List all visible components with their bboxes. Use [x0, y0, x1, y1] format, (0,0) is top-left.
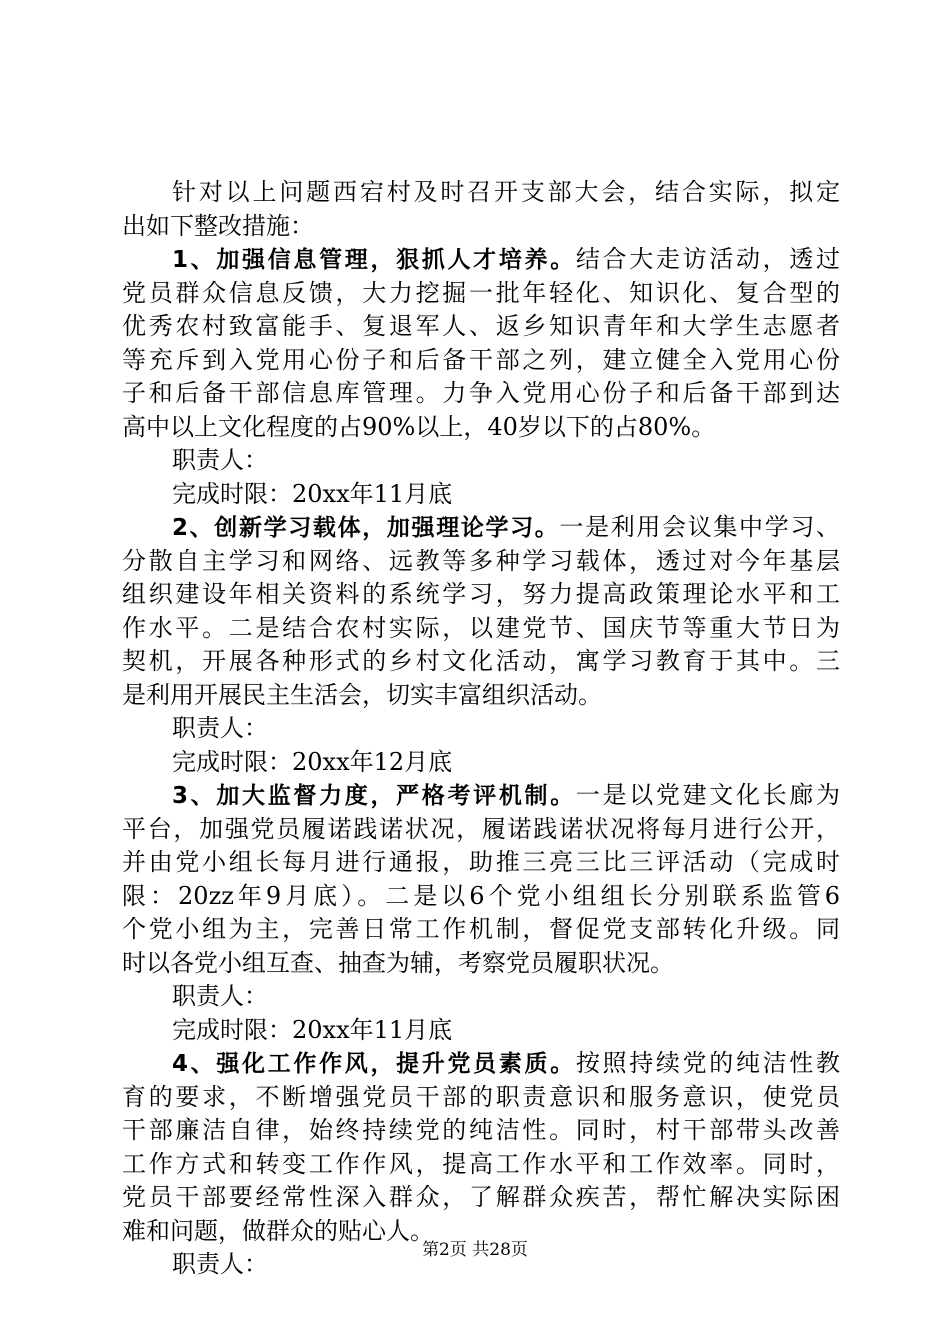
- section-1-first-line: [122, 243, 840, 277]
- section-3-deadline: 完成时限：20xx年11月底: [172, 1015, 453, 1044]
- section-3-responsible: 职责人：: [172, 982, 268, 1010]
- section-1-line: 等充斥到入党用心份子和后备干部之列，建立健全入党用心份: [122, 345, 840, 374]
- section-2-line: 组织建设年相关资料的系统学习，努力提高政策理论水平和工: [122, 580, 840, 608]
- document-body: [122, 176, 840, 1282]
- section-1-line: 优秀农村致富能手、复退军人、返乡知识青年和大学生志愿者: [122, 312, 840, 340]
- section-2-line: 分散自主学习和网络、远教等多种学习载体，透过对今年基层: [122, 546, 840, 575]
- section-2-line: 是利用开展民主生活会，切实丰富组织活动。: [122, 680, 602, 709]
- section-3-line: 限：20zz年9月底）。二是以6个党小组组长分别联系监管6: [122, 881, 840, 910]
- page-footer: 第2页 共28页: [422, 1240, 528, 1260]
- section-1-responsible: 职责人：: [172, 446, 268, 474]
- section-4-heading: 4、强化工作作风，提升党员素质。: [172, 1051, 576, 1077]
- section-1-line: 高中以上文化程度的占90%以上，40岁以下的占80%。: [122, 412, 716, 441]
- section-3-line: 并由党小组长每月进行通报，助推三亮三比三评活动（完成时: [122, 848, 840, 876]
- section-1-line: 子和后备干部信息库管理。力争入党用心份子和后备干部到达: [122, 379, 840, 407]
- section-4-line: 党员干部要经常性深入群众，了解群众疾苦，帮忙解决实际困: [122, 1183, 840, 1211]
- section-1-heading: 1、加强信息管理，狠抓人才培养。: [172, 247, 576, 273]
- section-2-first-line-text: 一是利用会议集中学习、: [559, 513, 840, 541]
- section-3-line: 个党小组为主，完善日常工作机制，督促党支部转化升级。同: [122, 915, 840, 943]
- section-4-responsible: 职责人：: [172, 1250, 268, 1278]
- section-4-line: 工作方式和转变工作作风，提高工作水平和工作效率。同时，: [122, 1149, 840, 1178]
- intro-line-2: 出如下整改措施：: [122, 211, 314, 240]
- section-4-first-line-text: 按照持续党的纯洁性教: [575, 1049, 840, 1077]
- section-2-line: 作水平。二是结合农村实际，以建党节、国庆节等重大节日为: [122, 613, 840, 642]
- section-3-first-line: [122, 779, 840, 813]
- section-1-deadline: 完成时限：20xx年11月底: [172, 479, 453, 508]
- section-3-line: 时以各党小组互查、抽查为辅，考察党员履职状况。: [122, 948, 674, 977]
- section-4-line: 难和问题，做群众的贴心人。: [122, 1216, 434, 1245]
- section-3-line: 平台，加强党员履诺践诺状况，履诺践诺状况将每月进行公开，: [122, 814, 840, 843]
- section-1-line: 党员群众信息反馈，大力挖掘一批年轻化、知识化、复合型的: [122, 278, 840, 307]
- section-3-first-line-text: 一是以党建文化长廊为: [575, 781, 840, 809]
- intro-line-1: 针对以上问题西宕村及时召开支部大会，结合实际，拟定: [172, 178, 840, 206]
- section-4-line: 育的要求，不断增强党员干部的职责意识和服务意识，使党员: [122, 1082, 840, 1111]
- section-2-deadline: 完成时限：20xx年12月底: [172, 747, 453, 776]
- section-2-responsible: 职责人：: [172, 714, 268, 742]
- section-2-first-line: [122, 511, 840, 545]
- section-1-first-line-text: 结合大走访活动，透过: [575, 245, 840, 273]
- section-4-line: 干部廉洁自律，始终持续党的纯洁性。同时，村干部带头改善: [122, 1116, 840, 1144]
- section-3-heading: 3、加大监督力度，严格考评机制。: [172, 783, 576, 809]
- section-2-heading: 2、创新学习载体，加强理论学习。: [172, 515, 560, 541]
- section-2-line: 契机，开展各种形式的乡村文化活动，寓学习教育于其中。三: [122, 647, 840, 675]
- section-4-first-line: [122, 1047, 840, 1081]
